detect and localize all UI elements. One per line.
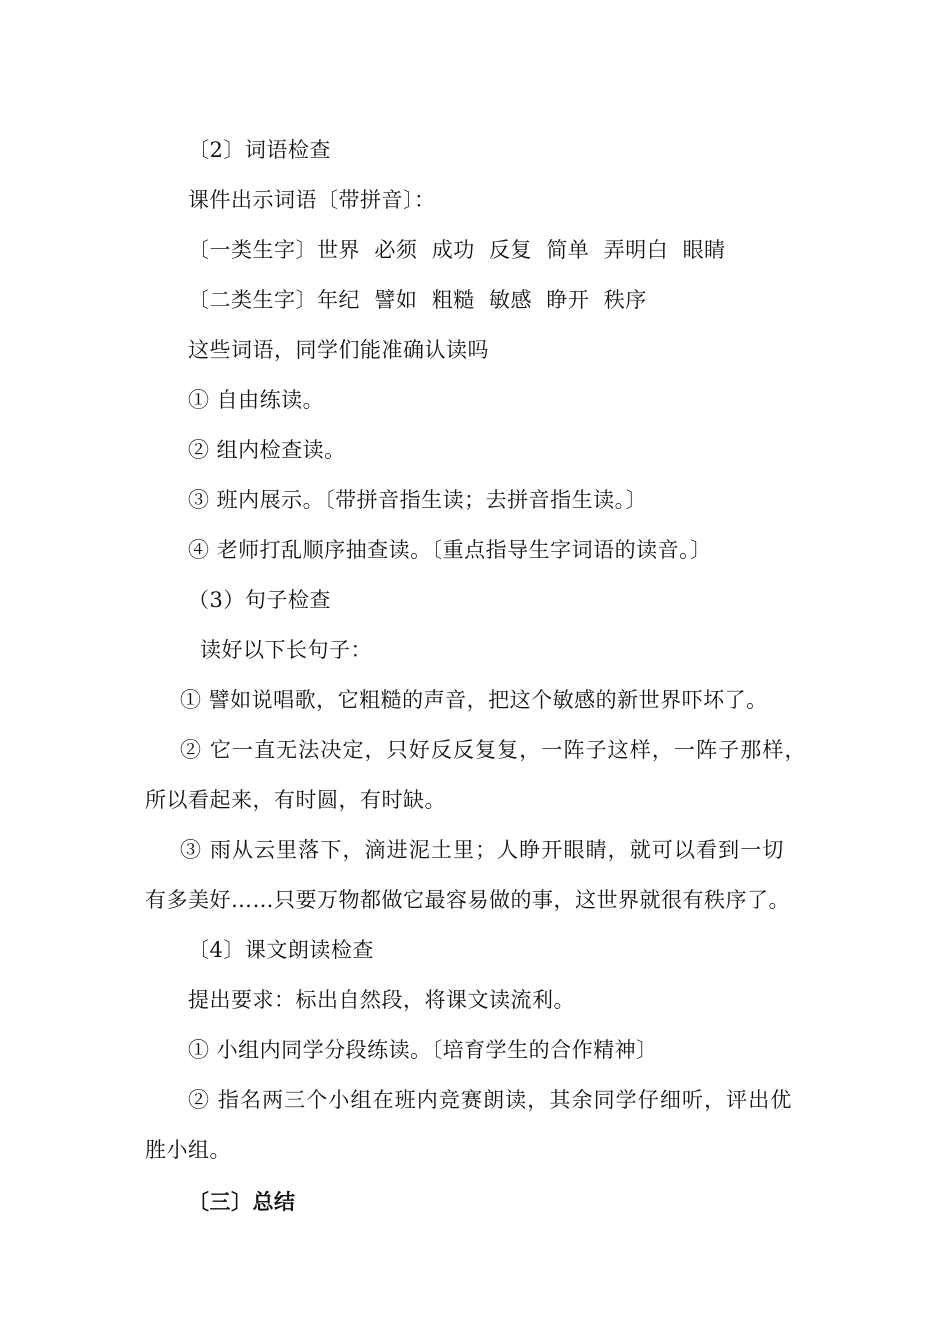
section-2-intro: 课件出示词语〔带拼音〕： — [188, 188, 436, 212]
words-class-1: 〔一类生字〕世界 必须 成功 反复 简单 弄明白 眼睛 — [188, 238, 726, 262]
section-4-requirement: 提出要求：标出自然段，将课文读流利。 — [188, 988, 575, 1012]
section-4-heading: 〔4〕课文朗读检查 — [188, 938, 374, 962]
summary-heading: 〔三〕总结 — [188, 1189, 296, 1214]
step-item: ① 自由练读。 — [188, 388, 325, 412]
sentence-1: ① 譬如说唱歌，它粗糙的声音，把这个敏感的新世界吓坏了。 — [180, 688, 768, 712]
section-2-question: 这些词语，同学们能准确认读吗 — [188, 338, 489, 362]
sentence-2-line-1: ② 它一直无法决定，只好反反复复，一阵子这样，一阵子那样， — [180, 738, 807, 762]
words-class-2: 〔二类生字〕年纪 譬如 粗糙 敏感 睁开 秩序 — [188, 288, 647, 312]
section-3-heading: （3）句子检查 — [188, 588, 331, 612]
section-4-step-2-line-1: ② 指名两三个小组在班内竞赛朗读，其余同学仔细听，评出优 — [188, 1088, 793, 1112]
step-item: ④ 老师打乱顺序抽查读。〔重点指导生字词语的读音。〕 — [188, 538, 712, 562]
step-item: ② 组内检查读。 — [188, 438, 346, 462]
sentence-2-line-2: 所以看起来，有时圆，有时缺。 — [145, 788, 446, 812]
section-4-step-2-line-2: 胜小组。 — [145, 1138, 231, 1162]
section-3-intro: 读好以下长句子： — [200, 638, 372, 662]
sentence-3-line-2: 有多美好……只要万物都做它最容易做的事，这世界就很有秩序了。 — [145, 888, 790, 912]
section-2-heading: 〔2〕词语检查 — [188, 138, 331, 162]
sentence-3-line-1: ③ 雨从云里落下，滴进泥土里；人睁开眼睛，就可以看到一切 — [180, 838, 785, 862]
section-4-step-1: ① 小组内同学分段练读。〔培育学生的合作精神〕 — [188, 1038, 658, 1062]
step-item: ③ 班内展示。〔带拼音指生读；去拼音指生读。〕 — [188, 488, 648, 512]
